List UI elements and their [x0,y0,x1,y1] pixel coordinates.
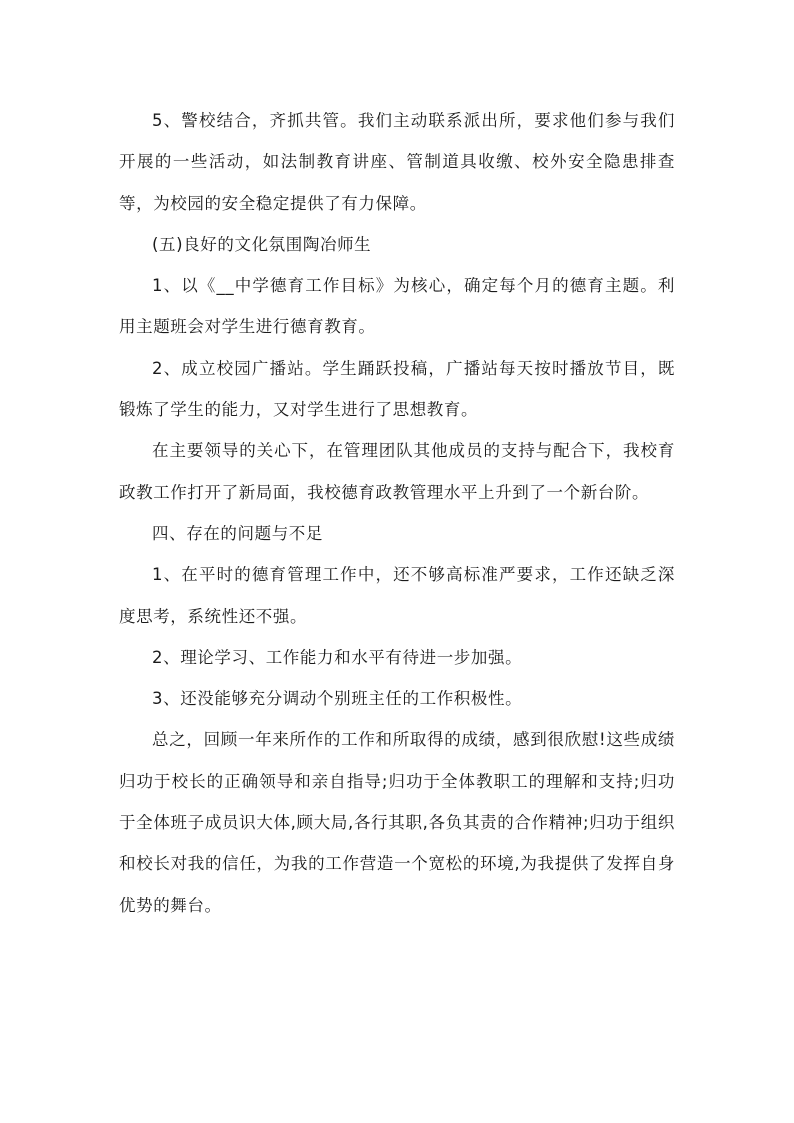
paragraph-problem-2: 2、理论学习、工作能力和水平有待进一步加强。 [152,647,523,667]
paragraph-new-situation: 在主要领导的关心下，在管理团队其他成员的支持与配合下，我校育政教工作打开了新局面，我校德育政教管理水平上升到了一个新台阶。 [119,441,675,502]
section-heading-problems: 四、存在的问题与不足 [152,523,323,543]
paragraph-summary: 总之，回顾一年来所作的工作和所取得的成绩，感到很欣慰!这些成绩归功于校长的正确领导和亲自指导;归功于全体教职工的理解和支持;归功于全体班子成员识大体,顾大局,各行其职,各负其责的合作精神;归功于组织和校长对我的信任，为我的工作营造一个宽松的环境,为我提供了发挥自身优势的舞台。 [119,730,675,915]
paragraph-problem-1: 1、在平时的德育管理工作中，还不够高标准严要求，工作还缺乏深度思考，系统性还不强。 [119,565,675,626]
paragraph-broadcast-station: 2、成立校园广播站。学生踊跃投稿，广播站每天按时播放节目，既锻炼了学生的能力，又对学生进行了思想教育。 [119,358,675,420]
paragraph-police-school-cooperation: 5、警校结合，齐抓共管。我们主动联系派出所，要求他们参与我们开展的一些活动，如法制教育讲座、管制道具收缴、校外安全隐患排查等，为校园的安全稳定提供了有力保障。 [119,111,675,213]
paragraph-problem-3: 3、还没能够充分调动个别班主任的工作积极性。 [152,689,523,709]
document-body [119,100,675,926]
paragraph-moral-education-theme: 1、以《__中学德育工作目标》为核心，确定每个月的德育主题。利用主题班会对学生进行德育教育。 [119,276,675,337]
section-heading-culture-atmosphere: (五)良好的文化氛围陶冶师生 [152,234,372,254]
